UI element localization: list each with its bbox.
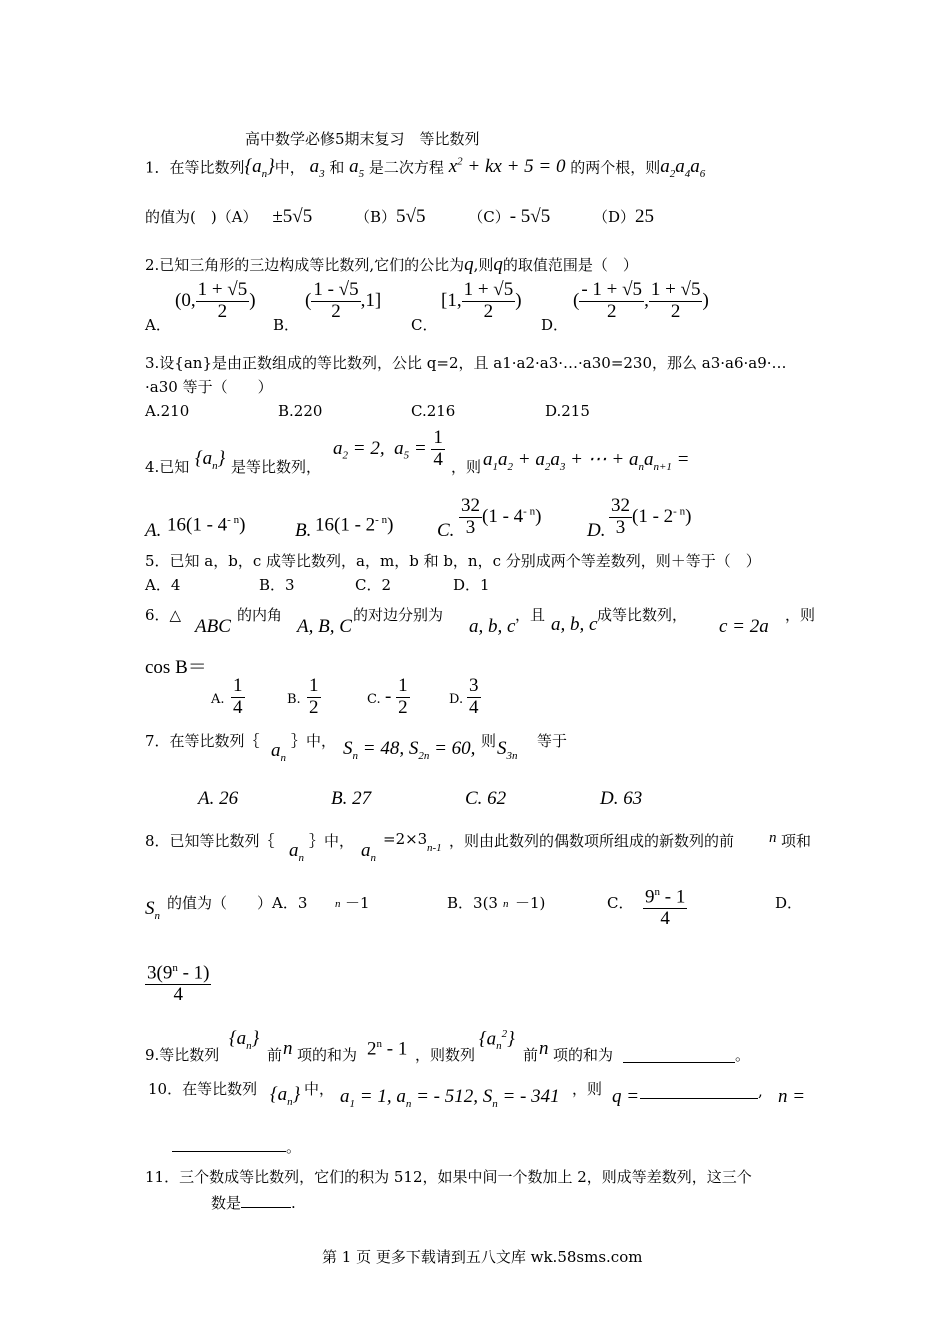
- question-1-options: 的值为( )（A） ±5√5 （B）5√5 （C）- 5√5 （D）25: [145, 206, 655, 227]
- question-5-line-1: 5．已知 a，b，c 成等比数列，a，m，b 和 b，n，c 分别成两个等差数列，则＋等于（ ）: [145, 552, 761, 570]
- question-1: 1．在等比数列$\{a_n\}$中， $a_3$ 和 $a_5$ 是二次方程 $x^2$ + kx + 5 = 0 的两个根，则$a_2a_4a_6$: [145, 156, 706, 181]
- question-6-options: A. $\frac{1}{4}$ B. $\frac{1}{2}$ C. - $\frac{1}{2}$ D. $\frac{3}{4}$: [211, 675, 479, 718]
- question-11-line-2: 数是 .: [211, 1194, 296, 1212]
- question-6: 6．△ ABC 的内角 A, B, C 的对边分别为 a, b, c ，且 a, b, c 成等比数列， c = 2a ，则: [145, 606, 816, 637]
- question-11-line-1: 11．三个数成等比数列，它们的积为 512，如果中间一个数加上 2，则成等差数列，这三个: [145, 1168, 752, 1186]
- question-6-line-2: cos B＝: [145, 657, 207, 678]
- question-5-options: A．4 B．3 C．2 D．1: [145, 576, 490, 594]
- page-footer: 第 1 页 更多下载请到五八文库 wk.58sms.com: [322, 1248, 643, 1266]
- question-3-line-2: ·a30 等于（ ）: [145, 378, 273, 396]
- question-10: 10．在等比数列 $\{a_n\}$ 中， $a_1 = 1$, $a_n$ = - 512, $S_n$ = - 341 ，则 q = , n =: [148, 1080, 806, 1110]
- question-3-line-1: 3.设{an}是由正数组成的等比数列，公比 q=2，且 a1·a2·a3·…·a30=230，那么 a3·a6·a9·…: [145, 354, 787, 372]
- question-10-line-2: 。: [172, 1136, 301, 1157]
- question-9: 9.等比数列 $\{a_n\}$ 前 n 项的和为 2$^n$ - 1 ，则数列 $\{a_n^2\}$ 前 n 项的和为 。: [145, 1028, 751, 1064]
- question-4-options: A. $16(1 - 4^{- n})$ B. $16(1 - 2^{- n})$ C. $\frac{32}{3}$ $(1 - 4^{- n})$ D. $\frac{32}{3}$ $(1 - 2^{- n})$: [145, 495, 692, 541]
- question-7: 7．在等比数列｛ $a_n$ ｝中， $S_n = 48$, $S_{2n} = 60$, 则 $S_{3n}$ 等于: [145, 732, 568, 764]
- question-8: 8．已知等比数列｛ $a_n$ ｝中， $a_n$ =2×3 n-1 ，则由此数列的偶数项所组成的新数列的前 n 项和: [145, 830, 812, 864]
- question-3-options: A.210 B.220 C.216 D.215: [145, 402, 590, 420]
- question-2: 2.已知三角形的三边构成等比数列,它们的公比为q,则q的取值范围是（ ）: [145, 254, 638, 275]
- question-8-line-2: $S_n$ 的值为（ ）A．3 n －1 B．3(3 n －1) C． $\frac{9^n - 1}{4}$ D．: [145, 886, 803, 930]
- question-8-option-d: $\frac{3(9^n - 1)}{4}$: [147, 962, 210, 1006]
- page-title: 高中数学必修5期末复习 等比数列: [245, 130, 480, 148]
